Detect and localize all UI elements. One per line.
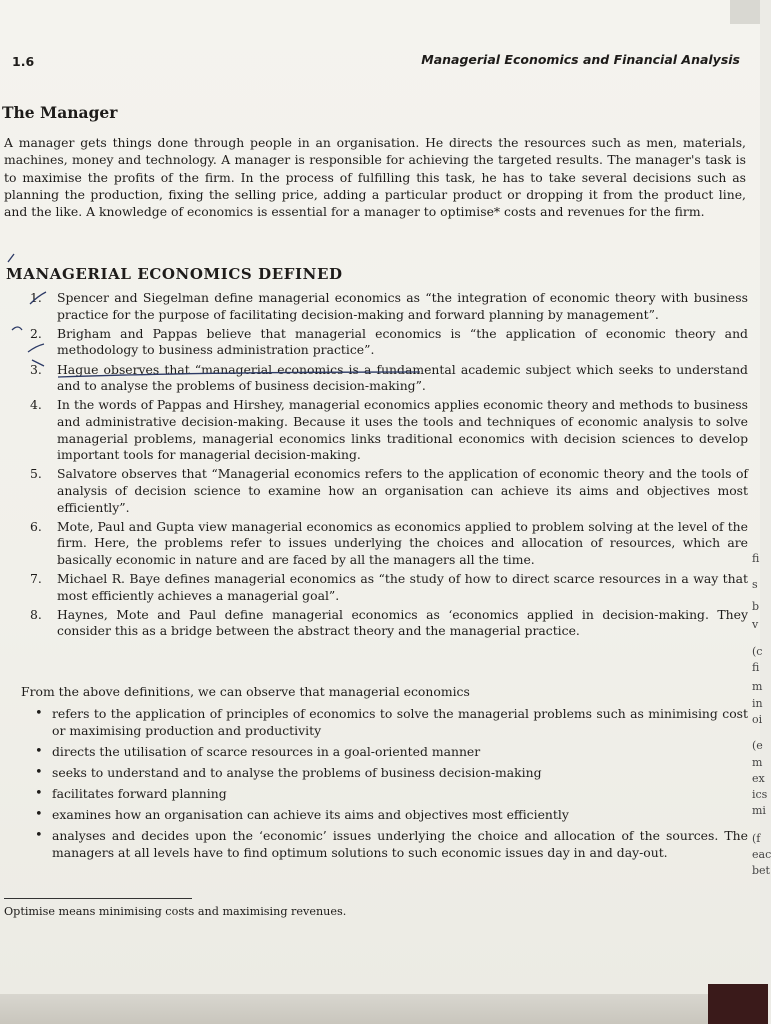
definition-item [0,326,752,359]
definition-text: Haynes, Mote and Paul define managerial economics as ‘economics applied in decision-making. They consider this as a bridge between the abstract theory and the managerial practice. [57,606,748,639]
margin-fragment: fi [752,552,760,565]
footnote: Optimise means minimising costs and maximising revenues. [4,905,347,918]
definition-number: 2. [30,325,42,341]
definition-text: Spencer and Siegelman define managerial economics as “the integration of economic theory with business practice for the purpose of facilitating decision-making and forward planning by management”. [57,290,748,322]
margin-fragment: ex [752,772,765,785]
definition-number: 5. [30,466,42,482]
bullet-icon: • [35,743,43,759]
summary-bullet [0,786,752,803]
margin-fragment: s [752,578,758,591]
definition-item [0,362,752,395]
definition-number: 6. [30,518,42,534]
margin-fragment: mi [752,804,766,817]
summary-bullet [0,807,752,824]
margin-fragment: oi [752,713,763,726]
summary-bullet-text: refers to the application of principles of economics to solve the managerial problems such as minimising cost or maximising production and productivity [52,706,748,738]
margin-fragment: m [752,680,763,693]
definition-text: Salvatore observes that “Managerial economics refers to the application of economic theory and the tools of analysis of decision science to examine how an organisation can achieve its aims and objectives most efficiently”. [57,466,748,515]
summary-bullet [0,765,752,782]
definition-text: Brigham and Pappas believe that managerial economics is “the application of economic theory and methodology to business administration practice”. [57,325,748,358]
margin-fragment: ics [752,788,768,801]
page-number: 1.6 [12,54,35,69]
summary-bullet-text: seeks to understand and to analyse the problems of business decision-making [52,764,542,780]
definition-text: Michael R. Baye defines managerial economics as “the study of how to direct scarce resources in a way that most efficiently achieves a managerial goal”. [57,571,748,603]
margin-fragment: in [752,697,763,710]
bullet-icon: • [35,706,43,721]
summary-bullet [0,744,752,761]
margin-fragment: fi [752,661,760,674]
running-head [12,52,740,72]
pen-underline-mark [8,254,14,262]
definition-text: In the words of Pappas and Hirshey, managerial economics applies economic theory and methods to business and administrative decision-making. Because it uses the tools and techniques of economic analysis to solve managerial problems, managerial economics links traditional economics with decision sciences to develop important tools for managerial decision-making. [57,397,748,463]
definitions-heading: MANAGERIAL ECONOMICS DEFINED [6,265,343,283]
margin-fragment: (e [752,739,763,752]
summary-bullet [0,828,752,862]
margin-fragment: (c [752,645,763,658]
summary-bullet-text: analyses and decides upon the ‘economic’ issues underlying the choice and allocation of the sources. The managers at all levels have to find optimum solutions to such economic issues day in and day-out. [52,827,748,860]
footnote-rule [4,898,192,899]
definition-text: Hague observes that “managerial economics is a fundamental academic subject which seeks to understand and to analyse the problems of business decision-making”. [57,361,748,394]
definition-number: 3. [30,361,42,377]
definition-number: 1. [30,290,42,305]
margin-fragment: b [752,600,760,613]
bullet-icon: • [35,764,43,780]
definitions-list [0,290,752,643]
margin-fragment: m [752,756,763,769]
page-corner-shadow [730,0,760,24]
definition-item [0,466,752,516]
summary-bullet-text: examines how an organisation can achieve its aims and objectives most efficiently [52,806,569,822]
definition-item [0,571,752,604]
definition-number: 8. [30,606,42,622]
margin-fragment: eac [752,848,771,861]
definition-item [0,607,752,640]
summary-intro: From the above definitions, we can observe that managerial economics [21,684,470,699]
definition-item [0,290,752,323]
summary-bullet-text: directs the utilisation of scarce resources in a goal-oriented manner [52,743,481,759]
definition-item [0,397,752,463]
margin-fragment: v [752,618,759,631]
book-cover-corner [708,984,768,1024]
definition-text: Mote, Paul and Gupta view managerial economics as economics applied to problem solving at the level of the firm. Here, the problems refer to issues underlying the choices and allocation of resources, which are basically economic in nature and are faced by all the managers all the time. [57,518,748,567]
section-paragraph: A manager gets things done through people in an organisation. He directs the resources such as men, materials, machines, money and technology. A manager is responsible for achieving the targeted results. The manager's task is to maximise the profits of the firm. In the process of fulfilling this task, he has to take several decisions such as planning the production, fixing the selling price, adding a particular product or dropping it from the product line, and the like. A knowledge of economics is essential for a manager to optimise* costs and revenues for the firm. [4,135,746,220]
summary-bullet [0,706,752,740]
bullet-icon: • [35,806,43,822]
page-bottom-edge [0,994,768,1024]
summary-bullet-list [0,706,752,866]
definition-number: 7. [30,571,42,587]
definition-number: 4. [30,397,42,413]
bullet-icon: • [35,827,43,843]
definition-item [0,519,752,569]
section-title: The Manager [2,103,118,122]
bullet-icon: • [35,785,43,801]
book-title: Managerial Economics and Financial Analysis [421,52,740,67]
summary-bullet-text: facilitates forward planning [52,785,227,801]
margin-fragment: bet [752,864,770,877]
margin-fragment: (f [752,832,761,845]
